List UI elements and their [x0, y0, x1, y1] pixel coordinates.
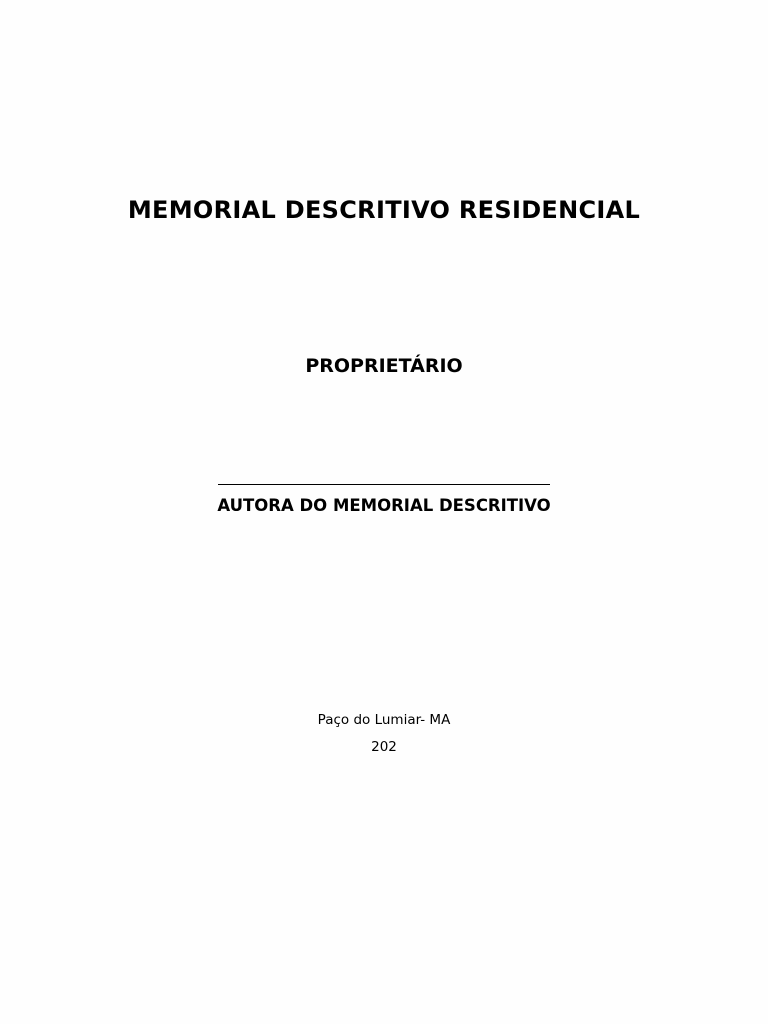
document-title: MEMORIAL DESCRITIVO RESIDENCIAL: [127, 196, 641, 224]
owner-heading: PROPRIETÁRIO: [305, 355, 463, 377]
year-text: 202: [371, 739, 397, 755]
author-heading: AUTORA DO MEMORIAL DESCRITIVO: [217, 496, 551, 515]
signature-line: [218, 484, 550, 485]
city-text: Paço do Lumiar- MA: [317, 712, 451, 728]
